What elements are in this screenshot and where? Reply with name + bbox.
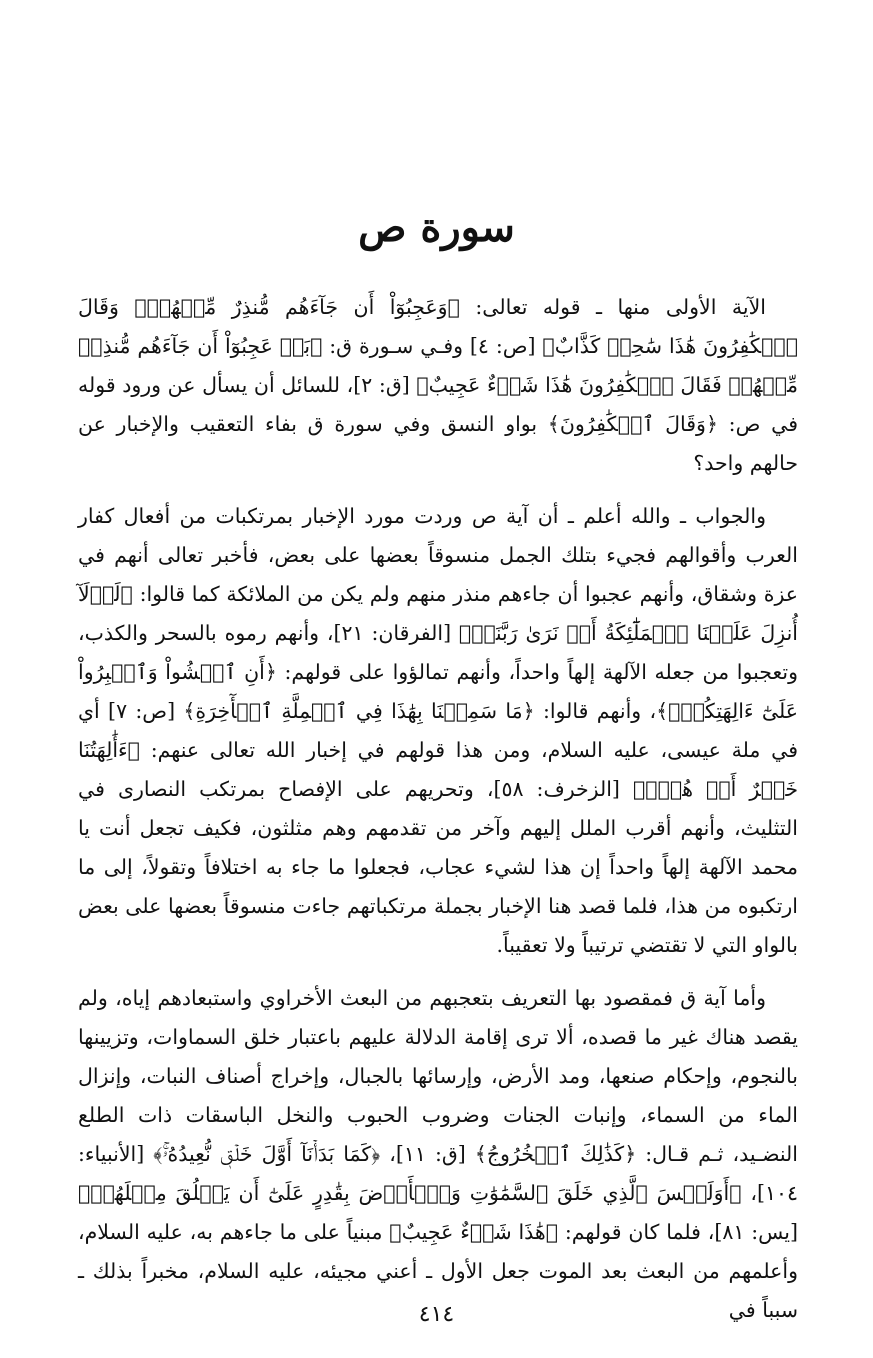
paragraph-2: والجواب ـ والله أعلم ـ أن آية ص وردت مورد الإخبار بمرتكبات من أفعال كفار العرب وأقوالهم فجيء بتلك الجمل منسوقاً بعضها على بعض، فأخبر تعالى أنهم في عزة وشقاق، وأنهم عجبوا أن جاءهم منذر منهم ولم يكن من الملائكة كما قالوا: ﴿لَوۡلَآ أُنزِلَ عَلَيۡنَا ٱلۡمَلَٰٓئِكَةُ أَوۡ نَرَىٰ رَبَّنَاۗ﴾ [الفرقان: ٢١]، وأنهم رموه بالسحر والكذب، وتعجبوا من جعله الآلهة إلهاً واحداً، وأنهم تمالؤوا على قولهم: ﴿أَنِ ٱمۡشُواْ وَٱصۡبِرُواْ عَلَىٰٓ ءَالِهَتِكُمۡۖ﴾، وأنهم قالوا: ﴿مَا سَمِعۡنَا بِهَٰذَا فِي ٱلۡمِلَّةِ ٱلۡأٓخِرَةِ﴾ [ص: ٧] أي في ملة عيسى، عليه السلام، ومن هذا قولهم في إخبار الله تعالى عنهم: ﴿ءَأَٰلِهَتُنَا خَيۡرٌ أَمۡ هُوَۚ﴾ [الزخرف: ٥٨]، وتحريهم على الإفصاح بمرتكب النصارى في التثليث، وأنهم أقرب الملل إليهم وآخر من تقدمهم وهم مثلثون، فكيف تجعل أنت يا محمد الآلهة إلهاً واحداً إن هذا لشيء عجاب، فجعلوا ما جاء به اختلافاً وتقولاً، إلى ما ارتكبوه من هذا، فلما قصد هنا الإخبار بجملة مرتكباتهم جاءت منسوقاً بعضها على بعض بالواو التي لا تقتضي ترتيباً ولا تعقيباً. bbox=[78, 504, 798, 957]
page-title: سورة ص bbox=[358, 204, 515, 251]
paragraph-3: وأما آية ق فمقصود بها التعريف بتعجبهم من البعث الأخراوي واستبعادهم إياه، ولم يقصد هناك غير ما قصده، ألا ترى إقامة الدلالة عليهم باعتبار خلق السماوات، وتزيينها بالنجوم، وإحكام صنعها، ومد الأرض، وإرسائها بالجبال، وإخراج أصناف النبات، وإنزال الماء من السماء، وإنبات الجنات وضروب الحبوب والنخل الباسقات ذات الطلع النضـيد، ثـم قـال: ﴿كَذَٰلِكَ ٱلۡخُرُوجُ﴾ [ق: ١١]، ﴿كَمَا بَدَأۡنَآ أَوَّلَ خَلۡقٖ نُّعِيدُهُۥۚ﴾ [الأنبياء: ١٠٤]، ﴿أَوَلَيۡسَ ٱلَّذِي خَلَقَ ٱلسَّمَٰوَٰتِ وَٱلۡأَرۡضَ بِقَٰدِرٍ عَلَىٰٓ أَن يَخۡلُقَ مِثۡلَهُمۚ﴾ [يس: ٨١]، فلما كان قولهم: ﴿هَٰذَا شَيۡءٌ عَجِيبٌ﴾ مبنياً على ما جاءهم به، عليه السلام، وأعلمهم من البعث بعد الموت جعل الأول ـ أعني مجيئه، عليه السلام، مخبراً بذلك ـ سبباً في bbox=[78, 986, 799, 1322]
page-number: ٤١٤ bbox=[418, 1302, 455, 1327]
main-text bbox=[78, 288, 798, 1344]
paragraph-1: الآية الأولى منها ـ قوله تعالى: ﴿وَعَجِبُوٓاْ أَن جَآءَهُم مُّنذِرٌ مِّنۡهُمۡۖ وَقَالَ ٱلۡكَٰفِرُونَ هَٰذَا سَٰحِرٞ كَذَّابٌ﴾ [ص: ٤] وفـي سـورة ق: ﴿بَلۡ عَجِبُوٓاْ أَن جَآءَهُم مُّنذِرٞ مِّنۡهُمۡ فَقَالَ ٱلۡكَٰفِرُونَ هَٰذَا شَيۡءٌ عَجِيبٌ﴾ [ق: ٢]، للسائل أن يسأل عن ورود قوله في ص: ﴿وَقَالَ ٱلۡكَٰفِرُونَ﴾ بواو النسق وفي سورة ق بفاء التعقيب والإخبار عن حالهم واحد؟ bbox=[78, 295, 798, 475]
